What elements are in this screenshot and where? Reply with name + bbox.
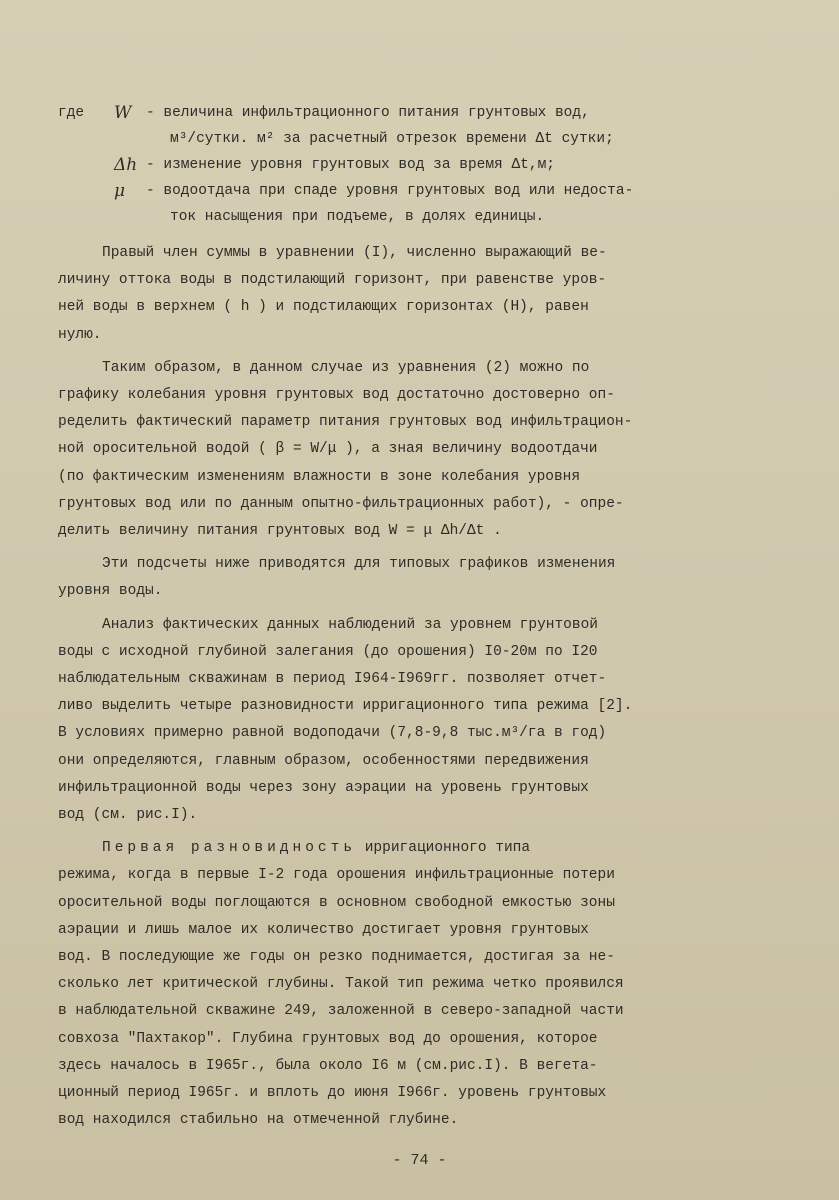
body-text bbox=[58, 240, 778, 1135]
text-line: личину оттока воды в подстилающий горизонт, при равенстве уров- bbox=[58, 272, 607, 289]
text-line: ливо выделить четыре разновидности ирригационного типа режима [2]. bbox=[58, 698, 633, 715]
text-line: графику колебания уровня грунтовых вод достаточно достоверно оп- bbox=[58, 387, 615, 404]
page-number: - 74 - bbox=[392, 1152, 447, 1169]
definition-row bbox=[58, 178, 778, 204]
text-line: В условиях примерно равной водоподачи (7,8-9,8 тыс.м³/га в год) bbox=[58, 725, 607, 742]
text-line: они определяются, главным образом, особенностями передвижения bbox=[58, 752, 589, 769]
definition-row bbox=[58, 204, 778, 230]
text-line: Правый член суммы в уравнении (I), численно выражающий ве- bbox=[102, 245, 607, 261]
definition-row bbox=[58, 152, 778, 178]
definition-symbol: W bbox=[114, 103, 132, 123]
text-line: совхоза "Пахтакор". Глубина грунтовых вод до орошения, которое bbox=[58, 1030, 598, 1047]
text-line: ной оросительной водой ( β = W/μ ), а зная величину водоотдачи bbox=[58, 441, 598, 458]
definition-row bbox=[58, 126, 778, 152]
text-line: воды с исходной глубиной залегания (до орошения) I0-20м по I20 bbox=[58, 643, 598, 660]
text-line: оросительной воды поглощаются в основном свободной емкостью зоны bbox=[58, 894, 615, 911]
text-line: инфильтрационной воды через зону аэрации на уровень грунтовых bbox=[58, 779, 589, 796]
text-line bbox=[58, 835, 778, 862]
text-line: аэрации и лишь малое их количество достигает уровня грунтовых bbox=[58, 921, 589, 938]
text-line: Таким образом, в данном случае из уравнения (2) можно по bbox=[102, 359, 590, 376]
text-line: режима, когда в первые I-2 года орошения инфильтрационные потери bbox=[58, 867, 615, 884]
paragraph bbox=[58, 355, 778, 545]
text-line: вод находился стабильно на отмеченной глубине. bbox=[58, 1112, 459, 1129]
text-line: ционный период I965г. и вплоть до июня I966г. уровень грунтовых bbox=[58, 1085, 607, 1102]
text-line: ней воды в верхнем ( h ) и подстилающих горизонтах (H), равен bbox=[58, 299, 589, 316]
paragraph bbox=[58, 835, 778, 1134]
text-line: Эти подсчеты ниже приводятся для типовых графиков изменения bbox=[102, 556, 616, 573]
definition-lead: где bbox=[58, 105, 85, 121]
definition-text: ток насыщения при подъеме, в долях единицы. bbox=[170, 209, 545, 225]
text-line: вод (см. рис.I). bbox=[58, 807, 198, 824]
paragraph bbox=[58, 612, 778, 830]
text-fragment: ирригационного типа bbox=[356, 840, 531, 857]
spaced-phrase: Первая разновидность bbox=[102, 840, 357, 857]
text-line: делить величину питания грунтовых вод W = μ Δh/Δt . bbox=[58, 523, 502, 540]
text-line: сколько лет критической глубины. Такой тип режима четко проявился bbox=[58, 976, 624, 993]
text-line: нулю. bbox=[58, 326, 102, 343]
text-line: уровня воды. bbox=[58, 583, 163, 600]
definition-row bbox=[58, 100, 778, 126]
text-line: (по фактическим изменениям влажности в зоне колебания уровня bbox=[58, 468, 581, 485]
definition-text: - величина инфильтрационного питания грунтовых вод, bbox=[146, 105, 590, 121]
paragraph bbox=[58, 551, 778, 605]
text-line: грунтовых вод или по данным опытно-фильтрационных работ), - опре- bbox=[58, 495, 624, 512]
text-line: в наблюдательной скважине 249, заложенной в северо-западной части bbox=[58, 1003, 624, 1020]
definitions-block bbox=[58, 100, 778, 230]
definition-symbol: Δh bbox=[114, 155, 138, 175]
text-line: здесь началось в I965г., была около I6 м (см.рис.I). В вегета- bbox=[58, 1057, 598, 1074]
text-line: Анализ фактических данных наблюдений за уровнем грунтовой bbox=[102, 616, 598, 633]
text-line: ределить фактический параметр питания грунтовых вод инфильтрацион- bbox=[58, 414, 633, 431]
paragraph bbox=[58, 240, 778, 349]
text-line: наблюдательным скважинам в период I964-I969гг. позволяет отчет- bbox=[58, 671, 607, 688]
definition-text: - водоотдача при спаде уровня грунтовых вод или недоста- bbox=[146, 183, 634, 199]
definition-text: - изменение уровня грунтовых вод за время Δt,м; bbox=[146, 157, 555, 173]
text-line: вод. В последующие же годы он резко поднимается, достигая за не- bbox=[58, 949, 615, 966]
definition-symbol: μ bbox=[114, 181, 126, 201]
definition-text: м³/сутки. м² за расчетный отрезок времени Δt сутки; bbox=[170, 131, 614, 147]
